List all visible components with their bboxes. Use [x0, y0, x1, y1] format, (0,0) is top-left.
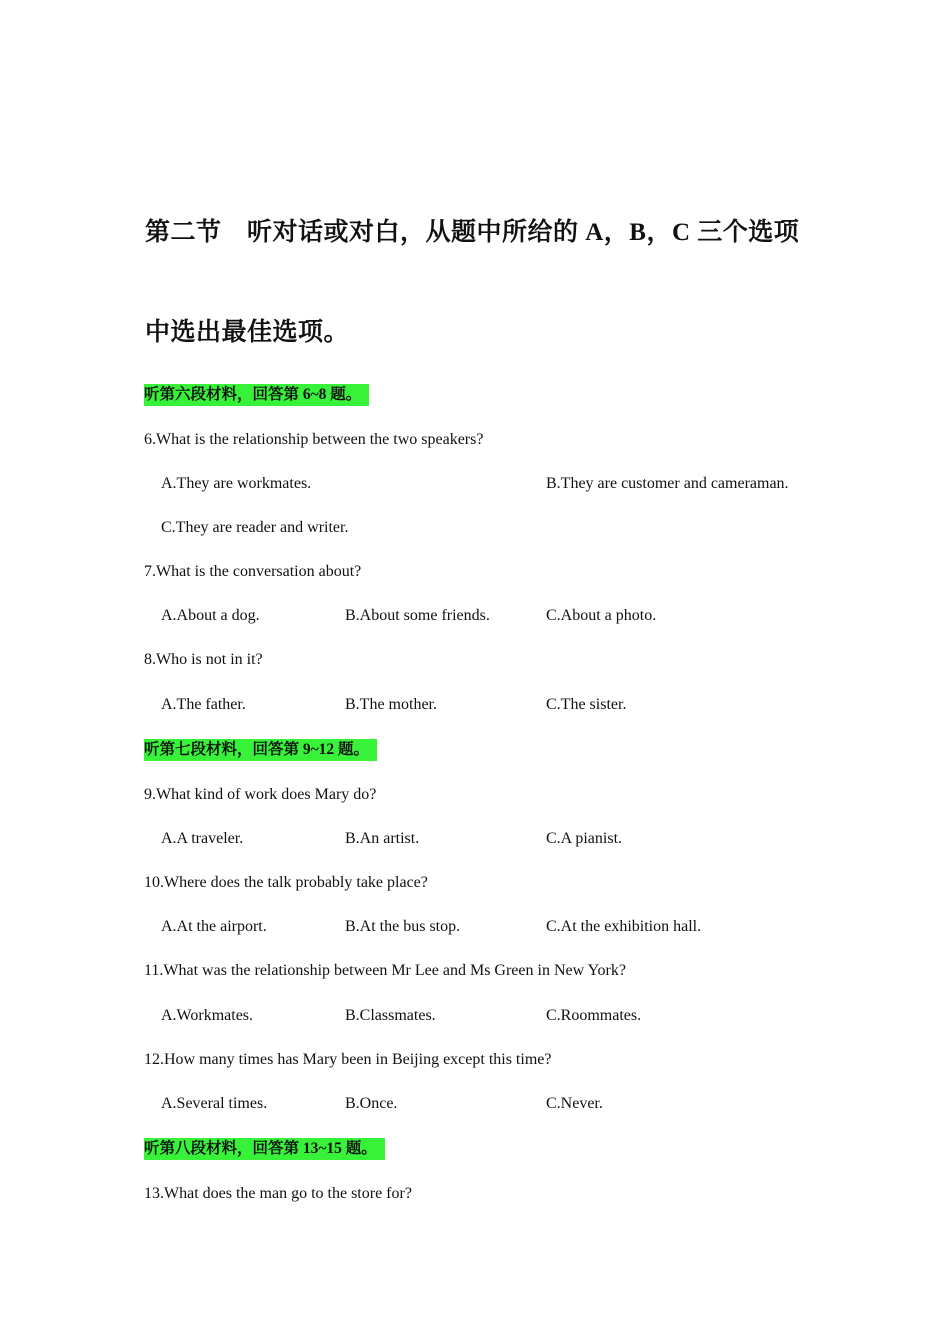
question-6-option-c: C.They are reader and writer.	[161, 519, 349, 536]
section-heading-line-1: 第二节 听对话或对白，从题中所给的 A，B，C 三个选项	[145, 219, 800, 246]
question-10-option-a: A.At the airport.	[161, 918, 267, 935]
question-6-option-b: B.They are customer and cameraman.	[546, 475, 789, 492]
section-heading-line-2: 中选出最佳选项。	[145, 319, 350, 346]
question-9-option-c: C.A pianist.	[546, 830, 623, 847]
question-7-option-c: C.About a photo.	[546, 607, 657, 624]
question-10-option-c: C.At the exhibition hall.	[546, 918, 702, 935]
question-7: 7.What is the conversation about?	[144, 563, 362, 580]
question-10-option-b: B.At the bus stop.	[345, 918, 461, 935]
question-11-option-b: B.Classmates.	[345, 1007, 436, 1024]
question-10: 10.Where does the talk probably take place?	[144, 874, 428, 891]
section-label-8: 听第八段材料，回答第 13~15 题。	[144, 1138, 385, 1160]
question-9-option-a: A.A traveler.	[161, 830, 244, 847]
question-8: 8.Who is not in it?	[144, 651, 263, 668]
question-6-option-a: A.They are workmates.	[161, 475, 312, 492]
question-9: 9.What kind of work does Mary do?	[144, 786, 377, 803]
question-7-option-b: B.About some friends.	[345, 607, 490, 624]
question-6: 6.What is the relationship between the two speakers?	[144, 431, 484, 448]
question-9-option-b: B.An artist.	[345, 830, 420, 847]
question-11-option-c: C.Roommates.	[546, 1007, 642, 1024]
question-7-option-a: A.About a dog.	[161, 607, 260, 624]
question-8-option-b: B.The mother.	[345, 696, 437, 713]
question-11-option-a: A.Workmates.	[161, 1007, 254, 1024]
section-label-7: 听第七段材料，回答第 9~12 题。	[144, 739, 377, 761]
question-13: 13.What does the man go to the store for?	[144, 1185, 412, 1202]
question-8-option-a: A.The father.	[161, 696, 246, 713]
question-12-option-b: B.Once.	[345, 1095, 398, 1112]
question-12-option-a: A.Several times.	[161, 1095, 268, 1112]
section-label-6: 听第六段材料，回答第 6~8 题。	[144, 384, 369, 406]
question-12: 12.How many times has Mary been in Beijing except this time?	[144, 1051, 552, 1068]
question-11: 11.What was the relationship between Mr Lee and Ms Green in New York?	[144, 962, 626, 979]
question-8-option-c: C.The sister.	[546, 696, 627, 713]
question-12-option-c: C.Never.	[546, 1095, 603, 1112]
